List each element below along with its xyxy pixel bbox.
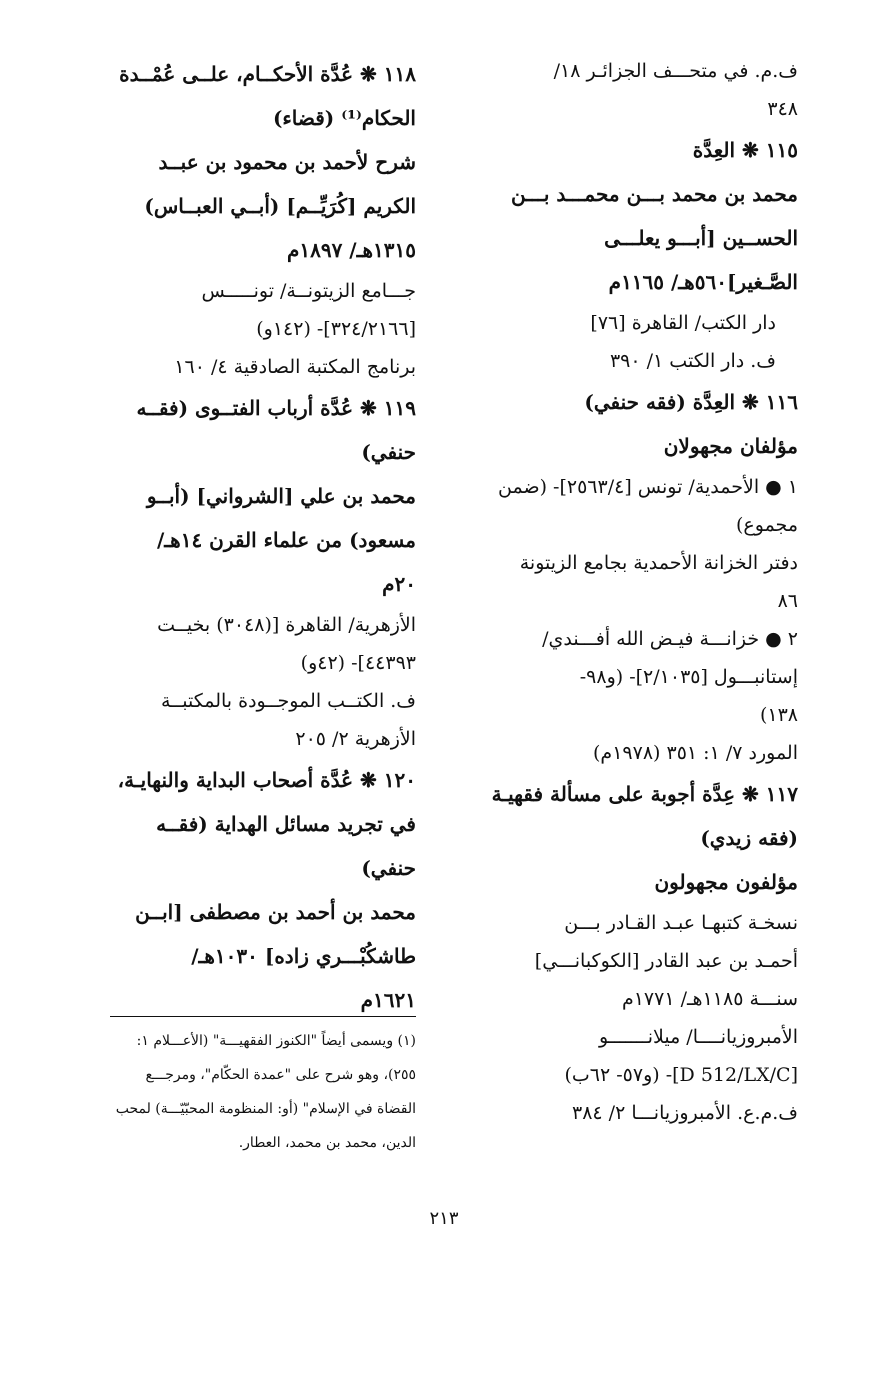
left-line-10: حنفي) (361, 440, 416, 464)
right-line-12: مجموع) (736, 514, 798, 536)
right-line-23: أحمـد بن عبد القادر [الكوكبانـــي] (534, 950, 798, 972)
right-line-15: ٢ ● خزانـــة فيـض الله أفـــندي/ (542, 628, 798, 650)
left-line-12: مسعود) من علماء القرن ١٤هـ/ (156, 528, 416, 552)
left-line-20: حنفي) (361, 856, 416, 880)
left-line-23: ١٦٢١م (360, 988, 416, 1012)
right-line-7: دار الكتب/ القاهرة [٧٦] (590, 312, 776, 334)
right-line-20: (فقه زيدي) (700, 826, 798, 850)
right-line-8: ف. دار الكتب ١/ ٣٩٠ (609, 350, 776, 372)
right-line-21: مؤلفون مجهولون (654, 870, 798, 894)
footnote-divider (110, 1016, 416, 1017)
right-line-13: دفتر الخزانة الأحمدية بجامع الزيتونة (519, 552, 798, 574)
right-line-22: نسخـة كتبهـا عبـد القـادر بـــن (564, 912, 798, 934)
left-column (76, 52, 416, 1022)
left-line-6: جـــامع الزيتونــة/ تونـــــس (201, 280, 416, 302)
entry-117-heading: ١١٧ ❋ عِدَّة أجوبة على مسألة فقهيـة (491, 782, 798, 806)
right-line-4: محمد بن محمد بـــن محمـــد بـــن (511, 182, 798, 206)
left-line-16: ف. الكتــب الموجــودة بالمكتبــة (160, 690, 416, 712)
right-line-27: ف.م.ع. الأمبروزيانـــا ٢/ ٣٨٤ (571, 1102, 798, 1124)
entry-115-heading: ١١٥ ❋ العِدَّة (692, 138, 798, 162)
left-line-2: الحكام⁽¹⁾ (قضاء) (272, 106, 416, 130)
left-line-3: شرح لأحمد بن محمود بن عبــد (158, 150, 416, 174)
left-line-22: طاشكُبْـــري زاده] ١٠٣٠هـ/ (191, 944, 416, 968)
entry-119-heading: ١١٩ ❋ عُدَّة أرباب الفتــوى (فقــه (136, 396, 416, 420)
right-line-26: [D 512/LX/C]- (و٥٧- ٦٢ب) (564, 1064, 798, 1086)
right-line-11: ١ ● الأحمدية/ تونس [٢٥٦٣/٤]- (ضمن (498, 476, 798, 498)
entry-120-heading: ١٢٠ ❋ عُدَّة أصحاب البداية والنهايـة، (117, 768, 416, 792)
left-line-17: الأزهرية ٢/ ٢٠٥ (295, 728, 416, 750)
page-number: ٢١٣ (429, 1208, 459, 1229)
left-line-14: الأزهرية/ القاهرة [(٣٠٤٨) بخيــت (157, 614, 416, 636)
left-line-19: في تجريد مسائل الهداية (فقــه (156, 812, 416, 836)
left-line-5: ١٣١٥هـ/ ١٨٩٧م (286, 238, 416, 262)
left-line-7: [٣٢٤/٢١٦٦]- (١٤٢و) (256, 318, 416, 340)
right-line-10: مؤلفان مجهولان (663, 434, 798, 458)
right-line-1: ف.م. في متحـــف الجزائـر ١٨/ (553, 60, 798, 82)
left-line-11: محمد بن علي [الشرواني] (أبــو (146, 484, 416, 508)
right-line-18: المورد ٧/ ١: ٣٥١ (١٩٧٨م) (593, 742, 798, 764)
right-line-6: الصَّـغير]٥٦٠هـ/ ١١٦٥م (608, 270, 798, 294)
left-line-4: الكريم [كُرَيِّــم] (أبــي العبــاس) (144, 194, 416, 218)
left-line-15: ٤٤٣٩٣]- (٤٢و) (300, 652, 416, 674)
footnotes (76, 1024, 416, 1160)
right-line-16: إستانبـــول [٢/١٠٣٥]- (و٩٨- (579, 666, 798, 688)
right-line-24: سنـــة ١١٨٥هـ/ ١٧٧١م (621, 988, 798, 1010)
left-line-13: ٢٠م (382, 572, 416, 596)
entry-118-heading: ١١٨ ❋ عُدَّة الأحكــام، علــى عُمْــدة (119, 62, 416, 86)
right-line-2: ٣٤٨ (767, 98, 798, 120)
footnote-line-1: (١) ويسمى أيضاً "الكنوز الفقهيـــة" (الأعـــلام ١: (136, 1033, 416, 1049)
footnote-line-3: القضاة في الإسلام" (أو: المنظومة المحبّيّـــة) لمحب (115, 1101, 416, 1117)
left-line-21: محمد بن أحمد بن مصطفى [ابــن (135, 900, 416, 924)
footnote-line-4: الدين، محمد بن محمد، العطار. (238, 1135, 416, 1151)
right-line-14: ٨٦ (777, 590, 798, 612)
entry-116-heading: ١١٦ ❋ العِدَّة (فقه حنفي) (584, 390, 798, 414)
right-line-5: الحســين [أبـــو يعلـــى (604, 226, 798, 250)
right-column (462, 52, 798, 1132)
footnote-line-2: ٢٥٥)، وهو شرح على "عمدة الحكّام"، ومرجـــع (145, 1067, 416, 1083)
left-line-8: برنامج المكتبة الصادقية ٤/ ١٦٠ (174, 356, 416, 378)
right-line-25: الأمبروزيانــــا/ ميلانـــــــو (598, 1026, 798, 1048)
right-line-17: ١٣٨) (759, 704, 798, 726)
